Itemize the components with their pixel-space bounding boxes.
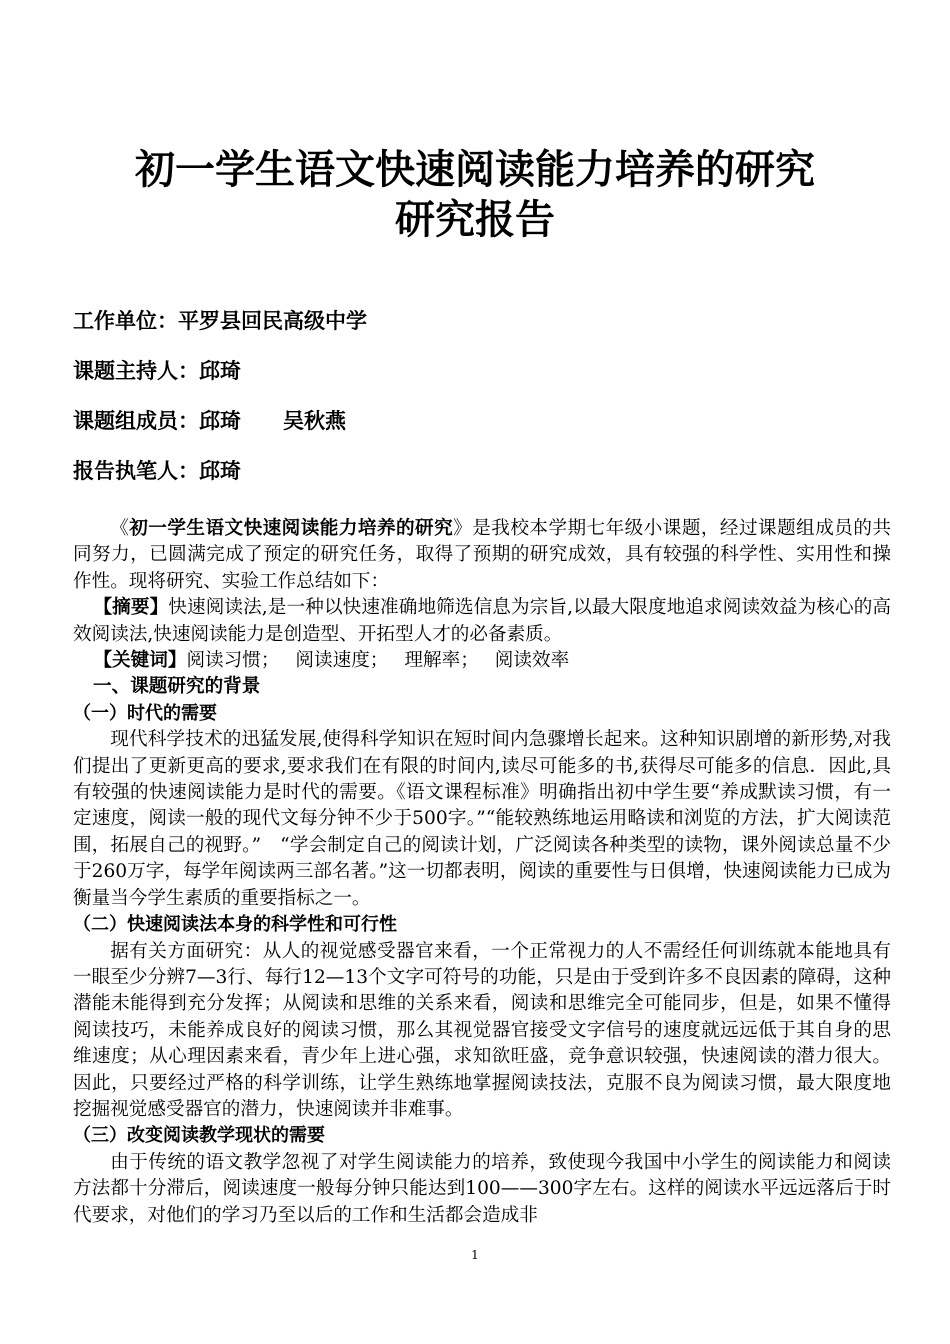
subsection-heading-teaching: （三）改变阅读教学现状的需要 [73,1125,325,1147]
meta-host [73,356,241,386]
subsection-heading-science: （二）快速阅读法本身的科学性和可行性 [73,914,397,936]
report-body [73,516,891,1229]
abstract-label: 【摘要】 [93,597,169,619]
document-title-line-1: 初一学生语文快速阅读能力培养的研究 [135,147,815,193]
document-title-line-2: 研究报告 [395,197,555,243]
meta-members-value: ：邱琦 吴秋燕 [178,408,346,433]
intro-close-quote: 》 [453,518,473,539]
meta-host-value: ：邱琦 [178,358,241,383]
page-number: 1 [471,1248,479,1262]
subsection-science-text: 据有关方面研究：从人的视觉感受器官来看，一个正常视力的人不需经任何训练就本能地具有一眼至少分辨7—3行、每行12—13个文字可符号的功能，只是由于受到许多不良因素的障碍，这种潜能未能得到充分发挥；从阅读和思维的关系来看，阅读和思维完全可能同步，但是，如果不懂得阅读技巧，未能养成良好的阅读习惯，那么其视觉器官接受文字信号的速度就远远低于其自身的思维速度；从心理因素来看，青少年上进心强，求知欲旺盛，竞争意识较强，快速阅读的潜力很大。因此，只要经过严格的科学训练，让学生熟练地掌握阅读技法，克服不良为阅读习惯，最大限度地挖掘视觉感受器官的潜力，快速阅读并非难事。 [73,940,891,1120]
keyword-item: 理解率； [404,650,479,672]
abstract-paragraph [73,595,891,648]
abstract-text: 快速阅读法,是一种以快速准确地筛选信息为宗旨,以最大限度地追求阅读效益为核心的高效阅读法,快速阅读能力是创造型、开拓型人才的必备素质。 [73,597,891,645]
subsection-heading-era: （一）时代的需要 [73,702,217,724]
meta-members [73,406,346,436]
intro-open-quote: 《 [110,518,130,539]
meta-work-unit [73,306,367,336]
keyword-item: 阅读速度； [295,650,389,672]
meta-work-unit-label: 工作单位： [73,309,178,333]
meta-host-label: 课题主持人 [73,359,178,383]
keyword-item: 阅读习惯； [186,650,280,672]
intro-topic-title: 初一学生语文快速阅读能力培养的研究 [129,518,454,539]
keywords-label: 【关键词】 [93,650,187,672]
meta-author [73,456,241,486]
meta-work-unit-value: 平罗县回民高级中学 [178,308,367,333]
section-heading-background: 一、课题研究的背景 [93,676,261,698]
intro-paragraph [73,516,891,595]
keywords-paragraph [73,648,891,674]
subsection-era-text: 现代科学技术的迅猛发展,使得科学知识在短时间内急骤增长起来。这种知识剧增的新形势,对我们提出了更新更高的要求,要求我们在有限的时间内,读尽可能多的书,获得尽可能多的信息．因此,具有较强的快速阅读能力是时代的需要。《语文课程标准》明确指出初中学生要“养成默读习惯，有一定速度，阅读一般的现代文每分钟不少于500字。”“能较熟练地运用略读和浏览的方法，扩大阅读范围，拓展自己的视野。” “学会制定自己的阅读计划，广泛阅读各种类型的读物，课外阅读总量不少于260万字，每学年阅读两三部名著。”这一切都表明，阅读的重要性与日俱增，快速阅读能力已成为衡量当今学生素质的重要指标之一。 [73,729,891,909]
meta-author-label: 报告执笔人： [73,459,199,483]
keyword-item: 阅读效率 [494,650,570,672]
meta-members-label: 课题组成员 [73,409,178,433]
meta-author-value: 邱琦 [199,458,241,483]
subsection-teaching-text: 由于传统的语文教学忽视了对学生阅读能力的培养，致使现今我国中小学生的阅读能力和阅读方法都十分滞后，阅读速度一般每分钟只能达到100——300字左右。这样的阅读水平远远落后于时代要求，对他们的学习乃至以后的工作和生活都会造成非 [73,1151,891,1226]
intro-text: 是我校本学期七年级小课题，经过课题组成员的共同努力，已圆满完成了预定的研究任务，取得了预期的研究成效，具有较强的科学性、实用性和操作性。现将研究、实验工作总结如下： [73,518,891,592]
